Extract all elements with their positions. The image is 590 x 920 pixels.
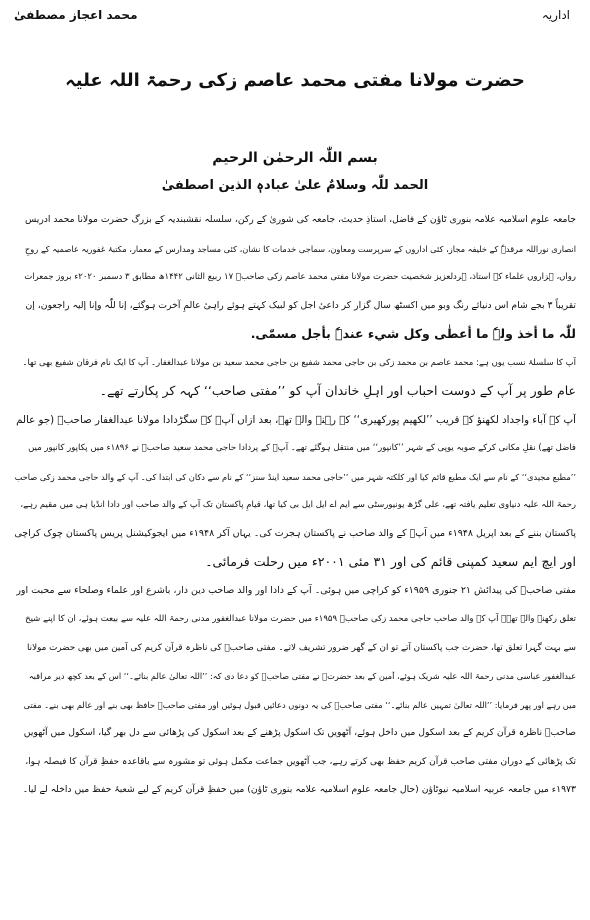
body-line: تقریباً ۳ بجے شام اس دنیائے رنگ وبو میں اکسٹھ سال گزار کر داعیٔ اجل کو لبیک کہتے ہوئے راہیٔ عالمِ آخرت ہوگئے، إنا للّٰہ وإنا إلیہ راجعون، إن (25, 299, 576, 311)
body-line: صاحبؒ ناظرہ قرآن کریم کے بعد اسکول میں داخل ہوئے، آٹھویں تک اسکول پڑھنے کے بعد اسکول کی پڑھائی سے دل بھر گیا، اسکول میں آٹھویں (23, 727, 576, 738)
body-line: انصاری نوراللہ مرقدہٗ کے خلیفہ مجاز، کئی اداروں کے سرپرست ومعاون، سماجی خدمات کا نشان، کئی مساجد ومدارس کے معمار، مکتبۂ غفوریہ عاصمیہ کے روحِ (24, 243, 576, 254)
body-line: للّٰہ ما أخذ ولہٗ ما أعطٰی وکل شيء عندہٗ بأجل مسمّٰی. (250, 326, 576, 341)
body-line: عبدالغفور عباسی مدنی رحمۃ اللہ علیہ شریک ہوئے، آمین کے بعد حضرتؒ نے مفتی صاحبؒ کو دعا دی کہ: ’’اللہ تعالیٰ عالم بنائے۔‘‘ اس کے بعد کچھ دیر مراقبہ (28, 671, 576, 681)
page-header (14, 8, 576, 28)
body-line: عام طور پر آپ کے دوست احباب اور اہلِ خاندان آپ کو ’’مفتی صاحب‘‘ کہہ کر پکارتے تھے۔ (99, 383, 576, 398)
body-line: مفتی صاحبؒ کی پیدائش ۲۱ جنوری ۱۹۵۹ء کو کراچی میں ہوئی۔ آپ کے دادا اور والد صاحب دین دار، باشرع اور علماء وصلحاء سے محبت اور (16, 584, 576, 596)
section-label: اداریہ (541, 8, 570, 22)
article-title: حضرت مولانا مفتی محمد عاصم زکی رحمۃ اللہ علیہ (65, 70, 525, 91)
body-line: ’’مطبع مجیدی‘‘ کے نام سے ایک مطبع قائم کیا اور کلکتہ شہر میں ’’حاجی محمد سعید اینڈ سنز‘‘ کے نام سے دکان کی ابتدا کی۔ آپ کے والد حاجی محمد زکی صاحب (14, 471, 576, 482)
article-body (14, 206, 576, 805)
body-line: رحمۃ اللہ علیہ دنیاوی تعلیم یافتہ تھے، علی گڑھ یونیورسٹی سے ایم اے ایل ایل بی کیا تھا، قیامِ پاکستان تک آپ کے والد صاحب اور دادا انڈیا ہی میں مقیم رہے، (20, 500, 576, 510)
body-line: میں رہے اور پھر فرمایا: ’’اللہ تعالیٰ تمہیں عالم بنائے۔‘‘ مفتی صاحبؒ کی یہ دونوں دعائیں قبول ہوئیں اور مفتی صاحبؒ حافظ بھی بنے اور عالم بھی بنے۔ مفتی (23, 699, 576, 710)
body-line: جامعہ علوم اسلامیہ علامہ بنوری ٹاؤن کے فاضل، استاذِ حدیث، جامعہ کی شوریٰ کے رکن، سلسلہ نقشبندیہ کے بزرگ حضرت مولانا محمد ادریس (24, 214, 576, 225)
body-line: تک پڑھائی کے دوران مفتی صاحب قرآن کریم حفظ بھی کرتے رہے، جب آٹھویں جماعت مکمل ہوئی تو مشورہ سے باقاعدہ حفظِ قرآن کا فیصلہ ہوا، (25, 756, 576, 767)
body-line: اور ایچ ایم سعید کمپنی قائم کی اور ۳۱ مئی ۲۰۰۱ء میں رحلت فرمائی۔ (205, 554, 576, 569)
bismillah: بسم اللّٰہ الرحمٰن الرحیم (212, 150, 378, 166)
body-line: رواں، ہزاروں علماء کے استاذ، ہردلعزیز شخصیت حضرت مولانا مفتی محمد عاصم زکی صاحبؒ ۱۷ ربیع الثانی ۱۴۴۲ھ مطابق ۳ دسمبر ۲۰۲۰ء بروز جمعرات (24, 272, 576, 282)
body-line: تعلق رکھنے والے تھے۔ آپ کے والد صاحب حاجی محمد زکی صاحبؒ ۱۹۵۹ء میں حضرت مولانا عبدالغفور مدنی رحمۃ اللہ علیہ سے بیعت ہوئے، ان کا اپنے شیخ (25, 614, 576, 624)
body-line: سے بہت گہرا تعلق تھا، حضرت جب پاکستان آتے تو ان کے گھر ضرور تشریف لاتے۔ مفتی صاحبؒ کی ناظرہ قرآن کریم کی آمین میں بھی حضرت مولانا (27, 642, 576, 653)
author-name: محمد اعجاز مصطفیٰ (14, 8, 138, 22)
body-line: آپ کا سلسلۂ نسب یوں ہے: محمد عاصم بن محمد زکی بن حاجی محمد شفیع بن حاجی محمد سعید بن مولانا عبدالغفار۔ آپ کا ایک نام فرقان شفیع بھی تھا۔ (22, 357, 576, 368)
body-line: پاکستان بننے کے بعد اپریل ۱۹۴۸ء میں آپؒ کے والد صاحب نے پاکستان ہجرت کی۔ یہاں آکر ۱۹۴۸ء میں ایجوکیشنل پریس پاکستان چوک کراچی (14, 527, 576, 539)
body-line: آپ کے آباء واجداد لکھنؤ کے قریب ’’لکھیم پورکھیری‘‘ کے رہنے والے تھے، بعد ازاں آپؒ کے سگڑدادا مولانا عبدالغفار صاحبؒ (جو عالم (16, 413, 576, 426)
body-line: فاضل تھے) نقلِ مکانی کرکے صوبہ یوپی کے شہر ’’کانپور‘‘ میں منتقل ہوگئے تھے۔ آپؒ کے پردادا حاجی محمد سعید صاحبؒ نے ۱۸۹۶ء میں پکاپور کانپور میں (28, 443, 576, 453)
body-line: ۱۹۷۳ء میں جامعہ عربیہ اسلامیہ نیوٹاؤن (حال جامعہ علوم اسلامیہ علامہ بنوری ٹاؤن) میں حفظِ قرآن کریم کے لیے شعبۂ حفظ میں داخلہ لے لیا۔ (22, 784, 576, 795)
hamd-line: الحمد للّٰہ وسلامٌ علیٰ عبادہٖ الذین اصطفیٰ (161, 178, 429, 193)
